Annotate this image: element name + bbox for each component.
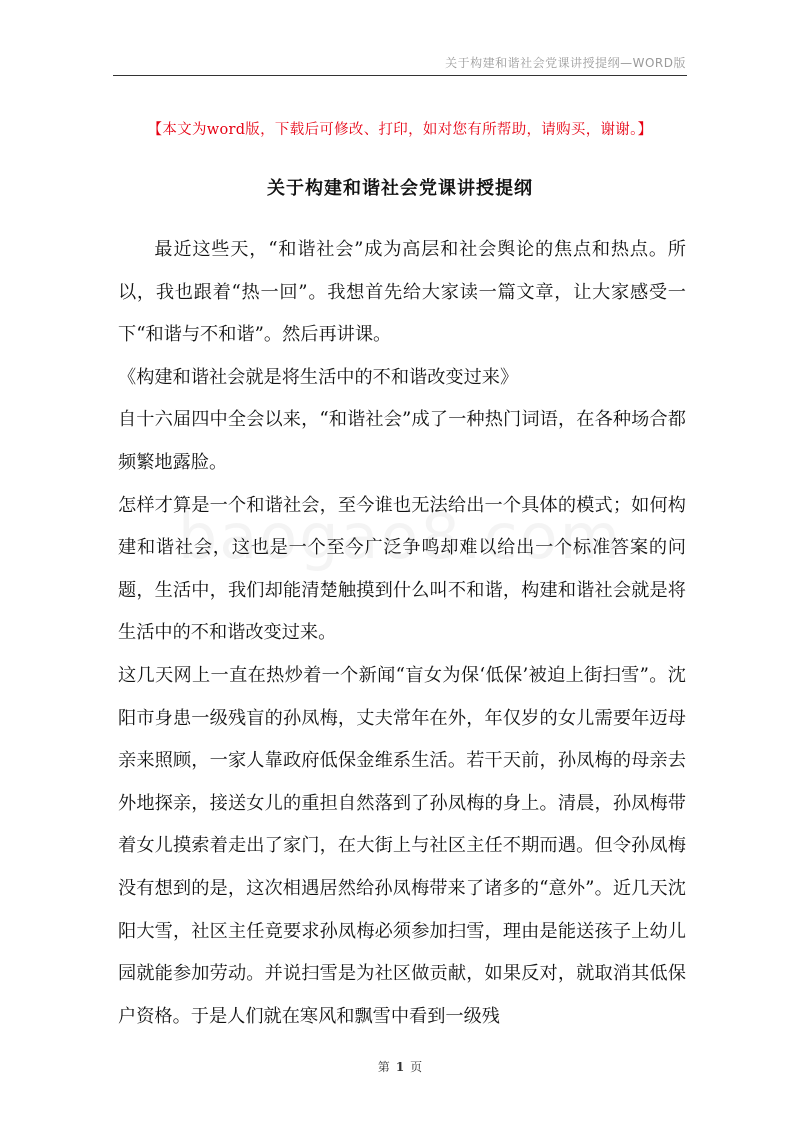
footer-suffix: 页 <box>410 1060 423 1074</box>
running-header: 关于构建和谐社会党课讲授提纲—WORD版 <box>445 56 686 70</box>
paragraph: 这几天网上一直在热炒着一个新闻“盲女为保‘低保’被迫上街扫雪”。沈阳市身患一级残盲的孙凤梅，丈夫常年在外，年仅岁的女儿需要年迈母亲来照顾，一家人靠政府低保金维系生活。若干天前，孙凤梅的母亲去外地探亲，接送女儿的重担自然落到了孙凤梅的身上。清晨，孙凤梅带着女儿摸索着走出了家门，在大街上与社区主任不期而遇。但令孙凤梅没有想到的是，这次相遇居然给孙凤梅带来了诸多的“意外”。近几天沈阳大雪，社区主任竟要求孙凤梅必须参加扫雪，理由是能送孩子上幼儿园就能参加劳动。并说扫雪是为社区做贡献，如果反对，就取消其低保户资格。于是人们就在寒风和飘雪中看到一级残 <box>118 664 686 1027</box>
footer-prefix: 第 <box>377 1060 390 1074</box>
paragraph: 自十六届四中全会以来，“和谐社会”成了一种热门词语，在各种场合都频繁地露脸。 <box>118 409 686 473</box>
page-number: 1 <box>395 1060 405 1074</box>
header-divider <box>113 75 687 76</box>
purchase-notice: 【本文为word版，下载后可修改、打印，如对您有所帮助，请购买，谢谢。】 <box>147 122 653 138</box>
document-title: 关于构建和谐社会党课讲授提纲 <box>267 178 533 199</box>
paragraph-intro: 最近这些天，“和谐社会”成为高层和社会舆论的焦点和热点。所以，我也跟着“热一回”。我想首先给大家读一篇文章，让大家感受一下“和谐与不和谐”。然后再讲课。 <box>118 239 686 346</box>
paragraph: 怎样才算是一个和谐社会，至今谁也无法给出一个具体的模式；如何构建和谐社会，这也是一个至今广泛争鸣却难以给出一个标准答案的问题，生活中，我们却能清楚触摸到什么叫不和谐，构建和谐社会就是将生活中的不和谐改变过来。 <box>118 494 686 644</box>
page-footer <box>0 1058 800 1075</box>
document-body <box>118 229 686 1038</box>
paragraph-article-title: 《构建和谐社会就是将生活中的不和谐改变过来》 <box>118 366 519 388</box>
